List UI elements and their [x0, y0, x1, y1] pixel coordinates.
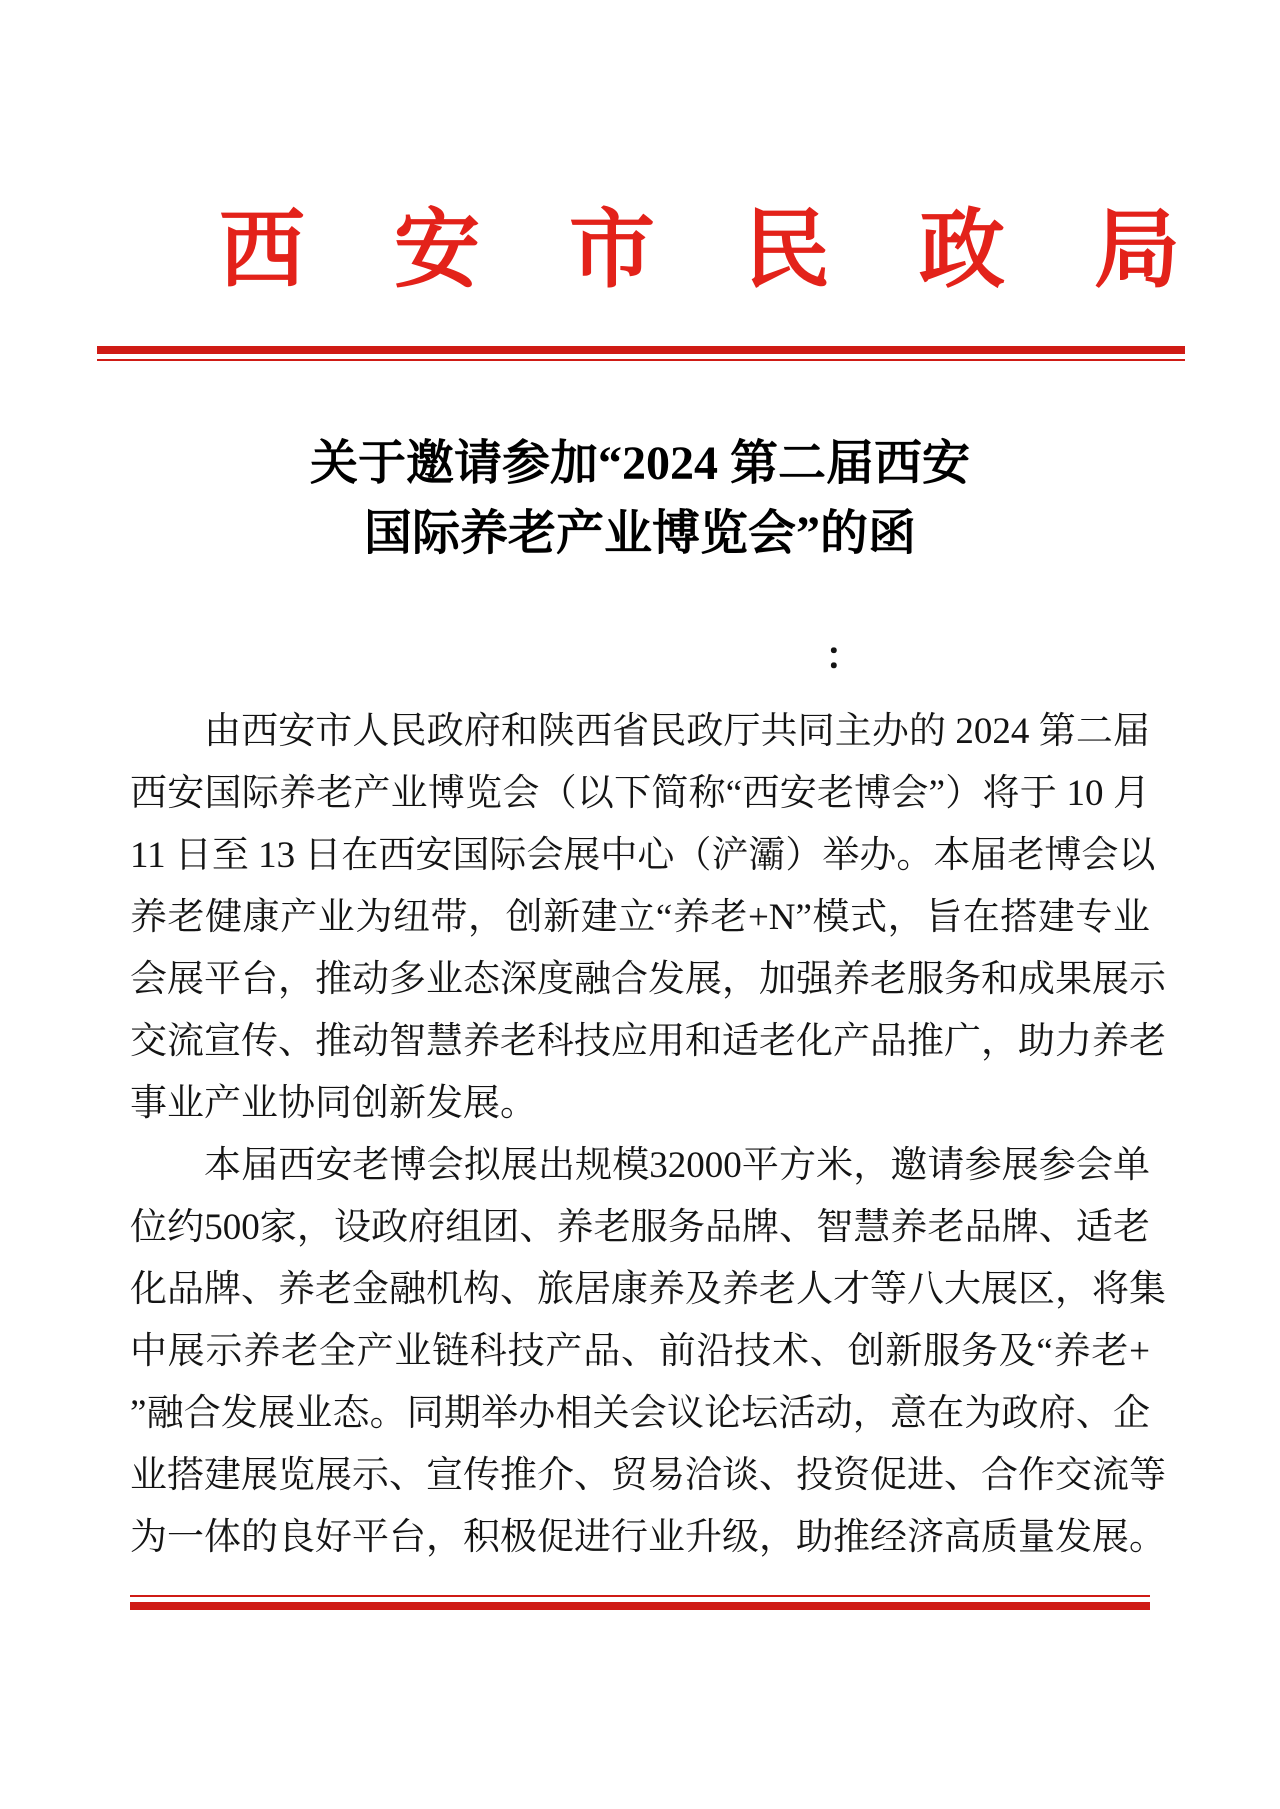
document-title-line2: 国际养老产业博览会”的函 — [363, 507, 916, 560]
document-title — [130, 429, 1150, 569]
body-line: 交流宣传、推动智慧养老科技应用和适老化产品推广，助力养老 — [130, 1021, 1166, 1062]
footer-double-rule — [130, 1595, 1150, 1610]
rule-thin — [97, 359, 1185, 361]
body-line: 中展示养老全产业链科技产品、前沿技术、创新服务及“养老+ — [130, 1331, 1150, 1372]
body-line: 本届西安老博会拟展出规模32000平方米，邀请参展参会单 — [204, 1145, 1150, 1186]
body-line: 业搭建展览展示、宣传推介、贸易洽谈、投资促进、合作交流等 — [130, 1455, 1166, 1496]
document-body — [130, 701, 1166, 1569]
rule-thick — [97, 346, 1185, 354]
body-line: 养老健康产业为纽带，创新建立“养老+N”模式，旨在搭建专业 — [130, 897, 1150, 938]
letterhead-double-rule — [97, 346, 1185, 361]
body-line: 为一体的良好平台，积极促进行业升级，助推经济高质量发展。 — [130, 1517, 1166, 1558]
salutation-colon: ： — [825, 636, 864, 678]
body-line: 事业产业协同创新发展。 — [130, 1083, 537, 1124]
body-line: 位约500家，设政府组团、养老服务品牌、智慧养老品牌、适老 — [130, 1207, 1150, 1248]
paragraph-1 — [130, 701, 1166, 1135]
body-line: 西安国际养老产业博览会（以下简称“西安老博会”）将于 10 月 — [130, 773, 1150, 814]
body-line: 11 日至 13 日在西安国际会展中心（浐灞）举办。本届老博会以 — [130, 835, 1156, 876]
letterhead-org-name: 西安市民政局 — [219, 202, 1269, 298]
body-line: 由西安市人民政府和陕西省民政厅共同主办的 2024 第二届 — [204, 711, 1150, 752]
body-line: 化品牌、养老金融机构、旅居康养及养老人才等八大展区，将集 — [130, 1269, 1166, 1310]
rule-thick — [130, 1602, 1150, 1610]
body-line: ”融合发展业态。同期举办相关会议论坛活动，意在为政府、企 — [130, 1393, 1150, 1434]
paragraph-2 — [130, 1135, 1166, 1569]
document-title-line1: 关于邀请参加“2024 第二届西安 — [309, 437, 970, 490]
body-line: 会展平台，推动多业态深度融合发展，加强养老服务和成果展示 — [130, 959, 1166, 1000]
rule-thin — [130, 1595, 1150, 1597]
